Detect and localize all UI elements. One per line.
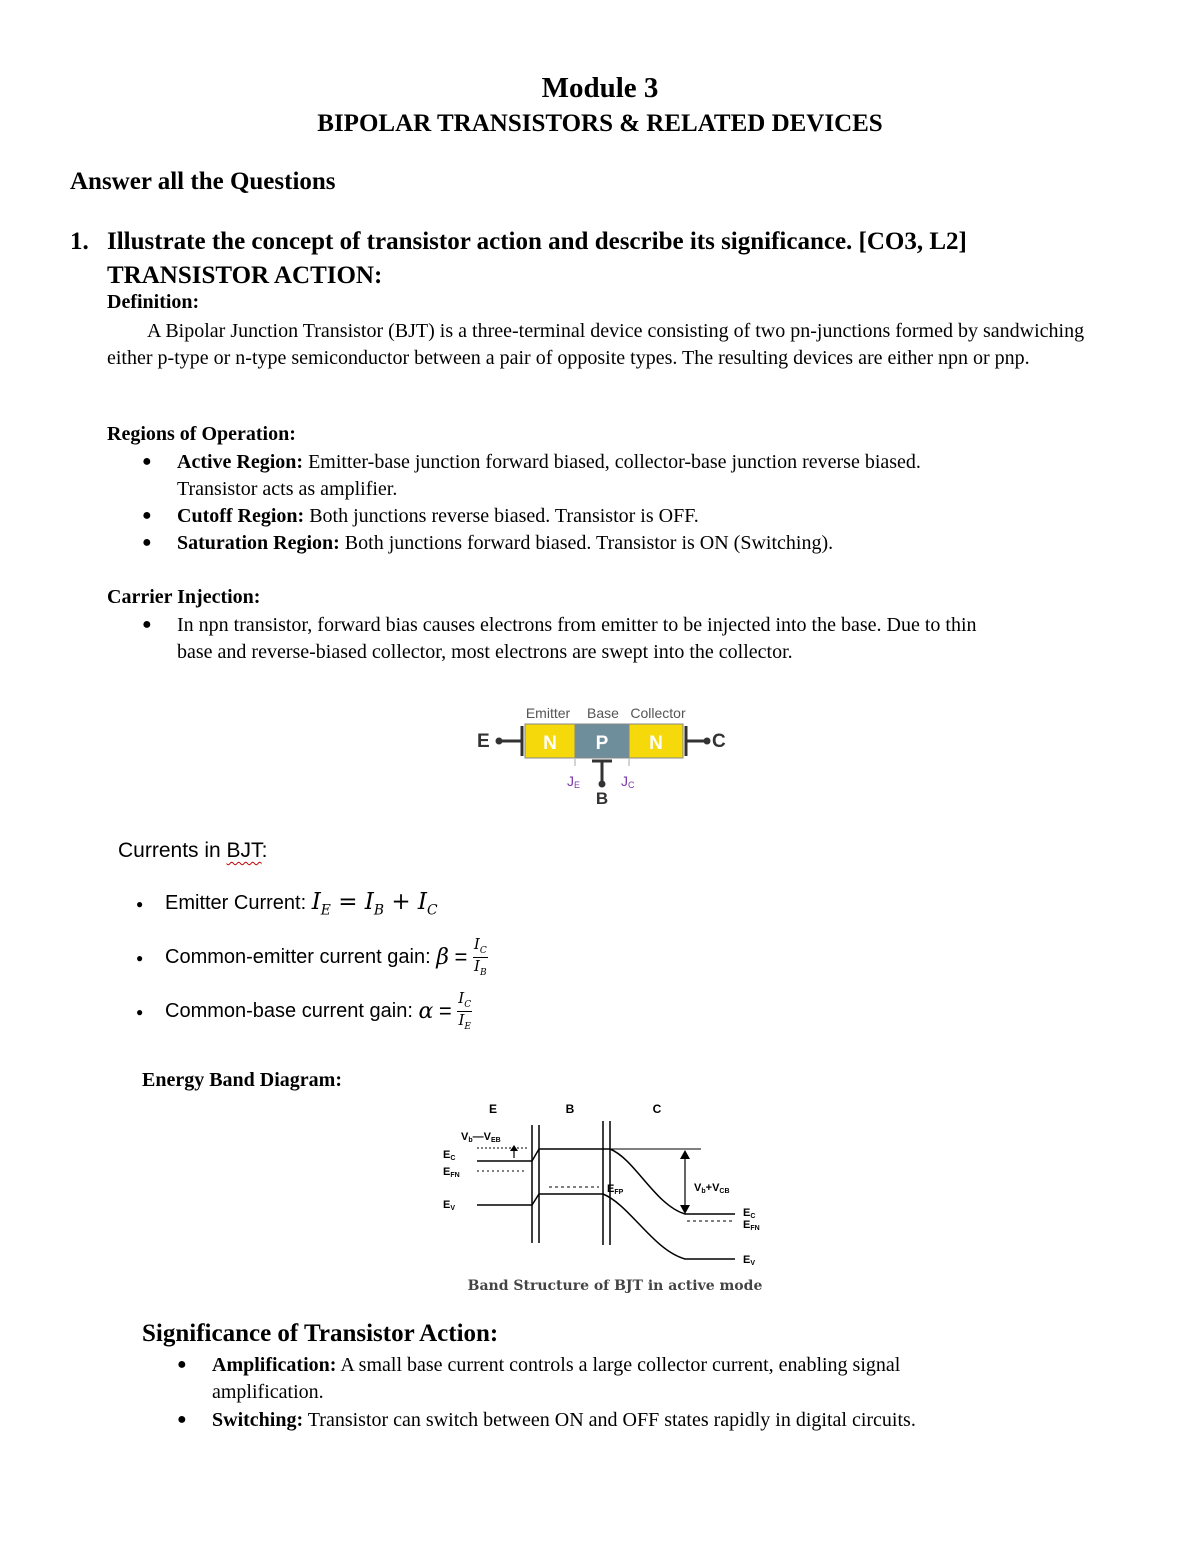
list-item — [177, 449, 921, 476]
question-text: Illustrate the concept of transistor action and describe its significance. [CO3, L2] — [107, 228, 967, 255]
carrier-line-1: In npn transistor, forward bias causes electrons from emitter to be injected into the base. Due to thin — [177, 614, 977, 636]
emitter-region-letter: N — [543, 733, 557, 754]
bullet-icon: ● — [136, 1005, 144, 1019]
beta-item: Common-emitter current gain: β = $\frac{I_C}{I_B}$ — [165, 935, 487, 978]
section-title: TRANSISTOR ACTION: — [107, 262, 383, 289]
bullet-icon: ● — [142, 534, 152, 551]
beta-symbol: β — [436, 945, 449, 970]
significance-text-continued: amplification. — [212, 1381, 324, 1403]
base-efp-label: EFP — [607, 1183, 624, 1196]
bullet-icon: ● — [136, 897, 144, 911]
carrier-line-2: base and reverse-biased collector, most electrons are swept into the collector. — [177, 641, 793, 663]
list-item — [177, 530, 833, 557]
significance-label: Switching: — [212, 1409, 304, 1431]
definition-heading: Definition: — [107, 291, 200, 313]
significance-text: A small base current controls a large collector current, enabling signal — [336, 1354, 901, 1376]
collector-label: Collector — [630, 705, 686, 721]
emitter-current-item: Emitter Current: $I_E = I_B + I_C$ — [165, 889, 438, 919]
band-region-c: C — [652, 1102, 662, 1116]
je-label: JE — [567, 773, 581, 790]
instruction-heading: Answer all the Questions — [70, 168, 336, 195]
significance-heading: Significance of Transistor Action: — [142, 1320, 499, 1347]
region-label: Saturation Region: — [177, 532, 340, 554]
beta-fraction: $\frac{I_C}{I_B}$ — [473, 935, 487, 978]
alpha-item: Common-base current gain: α = $\frac{I_C}{I_E}$ — [165, 989, 472, 1032]
region-text-continued: Transistor acts as amplifier. — [177, 478, 398, 500]
collector-terminal-label: C — [712, 731, 726, 752]
regions-heading: Regions of Operation: — [107, 423, 296, 445]
bullet-icon: ● — [142, 453, 152, 470]
left-ec-label: EC — [443, 1149, 456, 1162]
right-ev-label: EV — [743, 1254, 756, 1267]
left-efn-label: EFN — [443, 1166, 460, 1179]
bjt-word: BJT — [226, 839, 262, 862]
jc-label: JC — [621, 773, 635, 790]
left-voltage-label: Vb—VEB — [461, 1131, 501, 1144]
base-region-letter: P — [595, 733, 609, 754]
emitter-label: Emitter — [525, 705, 571, 721]
region-text: Emitter-base junction forward biased, collector-base junction reverse biased. — [303, 451, 921, 473]
band-region-e: E — [488, 1102, 498, 1116]
page-title: Module 3 — [541, 72, 659, 104]
question-number: 1. — [70, 228, 89, 255]
energy-band-diagram — [435, 1095, 775, 1300]
significance-label: Amplification: — [212, 1354, 337, 1376]
collector-region-letter: N — [649, 733, 663, 754]
alpha-symbol: α — [418, 999, 434, 1024]
significance-text: Transistor can switch between ON and OFF states rapidly in digital circuits. — [303, 1409, 916, 1431]
definition-paragraph — [107, 318, 1127, 372]
emitter-terminal-label: E — [477, 731, 490, 752]
emitter-current-formula: $I_E = I_B + I_C$ — [311, 889, 438, 919]
bullet-icon: ● — [177, 1411, 187, 1428]
right-ec-label: EC — [743, 1207, 756, 1220]
alpha-fraction: $\frac{I_C}{I_E}$ — [458, 989, 472, 1032]
list-item — [212, 1407, 916, 1434]
npn-transistor-diagram — [470, 700, 740, 810]
band-diagram-heading: Energy Band Diagram: — [142, 1069, 342, 1091]
region-text: Both junctions reverse biased. Transistor is OFF. — [304, 505, 699, 527]
bullet-icon: ● — [142, 616, 152, 633]
bullet-icon: ● — [142, 507, 152, 524]
definition-text: A Bipolar Junction Transistor (BJT) is a three-terminal device consisting of two pn-junctions formed by sandwiching either p-type or n-type semiconductor between a pair of opposite types. The resulting devices are either npn or pnp. — [107, 320, 1085, 369]
carrier-heading: Carrier Injection: — [107, 586, 261, 608]
right-voltage-label: Vb+VCB — [694, 1182, 730, 1195]
right-efn-label: EFN — [743, 1219, 760, 1232]
list-item — [177, 503, 699, 530]
band-region-b: B — [565, 1102, 575, 1116]
bullet-icon: ● — [177, 1356, 187, 1373]
base-terminal-label: B — [595, 789, 609, 808]
list-item — [212, 1352, 900, 1379]
left-ev-label: EV — [443, 1199, 456, 1212]
currents-heading: Currents in BJT: — [118, 839, 268, 862]
band-diagram-caption: Band Structure of BJT in active mode — [467, 1278, 763, 1294]
base-label: Base — [587, 705, 619, 721]
region-label: Active Region: — [177, 451, 304, 473]
region-label: Cutoff Region: — [177, 505, 305, 527]
bullet-icon: ● — [136, 951, 144, 965]
region-text: Both junctions forward biased. Transistor is ON (Switching). — [339, 532, 834, 554]
page-subtitle: BIPOLAR TRANSISTORS & RELATED DEVICES — [317, 110, 883, 137]
